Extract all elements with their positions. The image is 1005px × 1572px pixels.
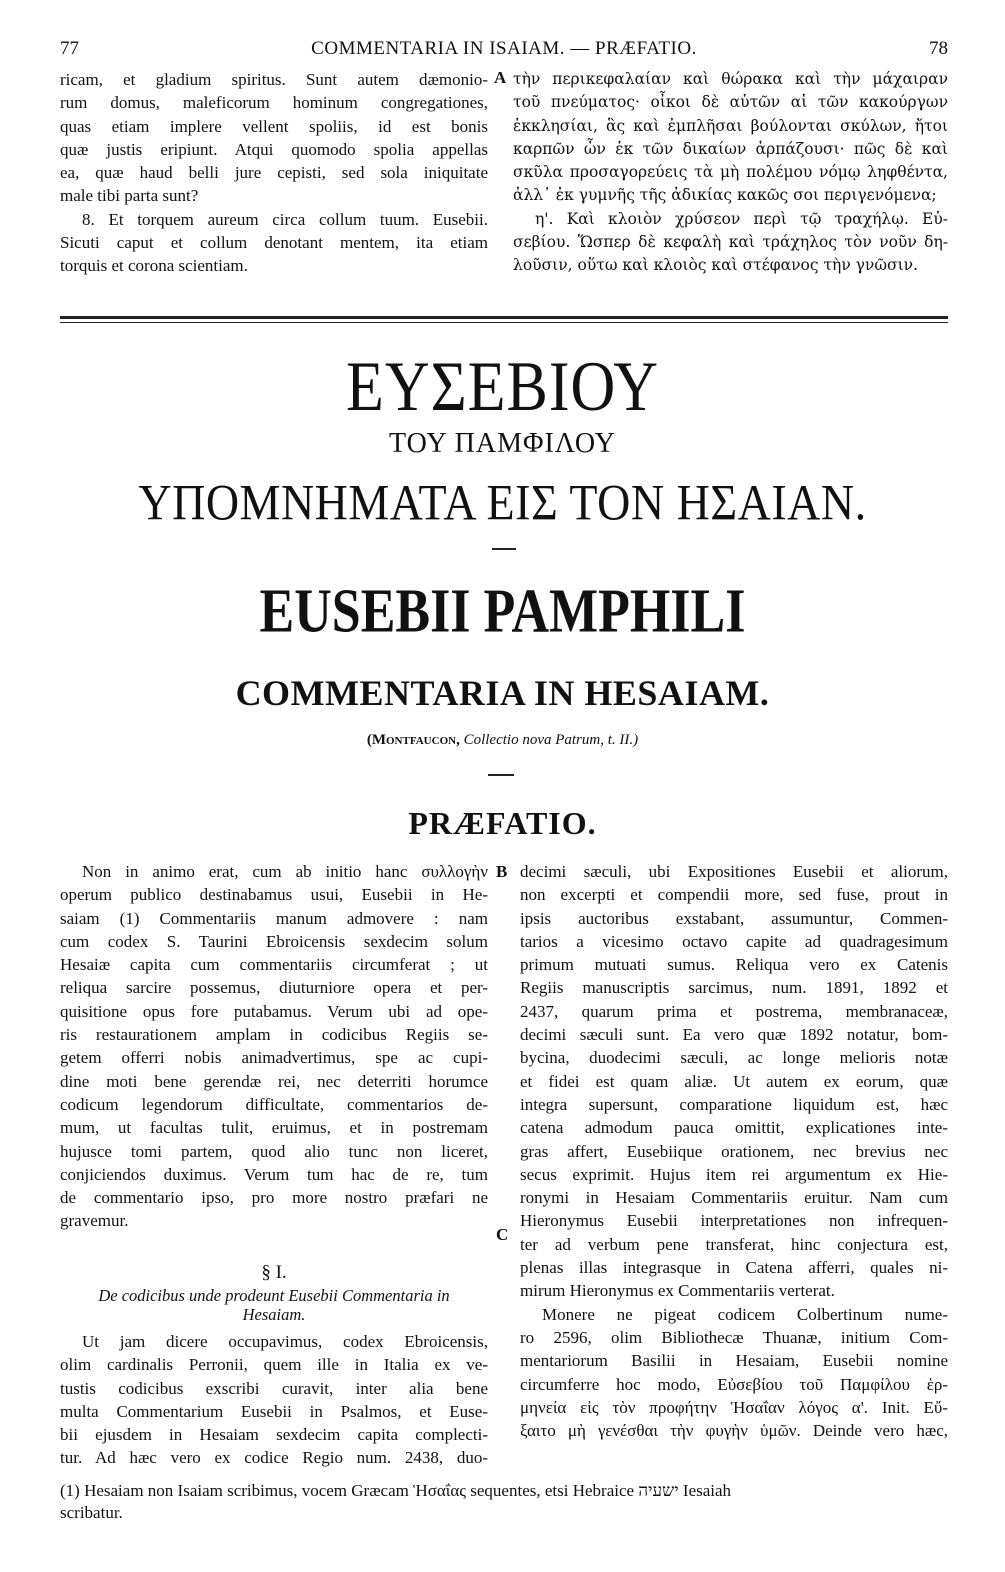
text-line: gravemur. <box>60 1211 129 1231</box>
text-line: ro 2596, olim Bibliothecæ Thuanæ, initium Com- <box>520 1327 948 1347</box>
text-line: τοῦ πνεύματος· οἶκοι δὲ αὐτῶν αἱ τῶν κακούργων <box>513 93 948 112</box>
text-line: Sicuti caput et collum denotant mentem, ita etiam <box>60 233 488 253</box>
text-line: plenas illas integrasque in Catena afferri, quales ni- <box>520 1258 948 1278</box>
text-line: σκῦλα προσαγορεύεις τὰ μὴ πολέμου νόμῳ ληφθέντα, <box>513 163 948 182</box>
text-line: ἀλλ᾽ ἐκ γυμνῆς τῆς ἀδικίας κακῶς σοι περιγενόμενα; <box>513 186 937 205</box>
footnote-line-2: scribatur. <box>60 1503 123 1522</box>
running-title: COMMENTARIA IN ISAIAM. — PRÆFATIO. <box>311 38 697 59</box>
page-number-right: 78 <box>929 38 948 59</box>
margin-marker-a: A <box>494 68 507 87</box>
text-line: olim cardinalis Perronii, quem ille in Italia ex ve- <box>60 1355 488 1375</box>
text-line: circumferre hoc modo, Εὐσεβίου τοῦ Παμφίλου ἑρ- <box>520 1374 948 1394</box>
title-dash-1 <box>492 548 516 550</box>
text-line: tur. Ad hæc vero ex codice Regio num. 2438, duo- <box>60 1448 488 1468</box>
text-line: ricam, et gladium spiritus. Sunt autem dæmonio- <box>60 70 488 89</box>
text-line: reliqua sarcire possemus, diuturniore opera et per- <box>60 978 488 998</box>
text-line: σεβίου. Ὥσπερ δὲ κεφαλὴ καὶ τράχηλος τὸν νοῦν δη- <box>513 233 948 252</box>
text-line: torquis et corona scientiam. <box>60 256 248 276</box>
text-line: η'. Καὶ κλοιὸν χρύσεον περὶ τῷ τραχήλῳ. Εὐ- <box>535 209 948 228</box>
section-mark: § I. <box>261 1262 287 1283</box>
text-line: tustis codicibus exscribi curavit, inter alia bene <box>60 1378 488 1398</box>
text-line: quisitione opus fore putabamus. Verum ubi ad ope- <box>60 1001 488 1021</box>
text-line: bii ejusdem in Hesaiam sexdecim capita complecti- <box>60 1425 488 1445</box>
text-line: Regiis manuscriptis sarcimus, num. 1891, 1892 et <box>520 978 948 998</box>
text-line: Hieronymus Eusebii interpretationes non infrequen- <box>520 1211 948 1231</box>
source-name: (Montfaucon, <box>366 732 460 748</box>
margin-marker-c: C <box>496 1225 509 1244</box>
top-left-column <box>60 68 488 278</box>
text-line: mum, ut facultas tulit, eruimus, et in postremam <box>60 1118 488 1138</box>
text-line: ea, quæ haud belli jure cepisti, sed sola iniquitate <box>60 163 488 183</box>
lower-right-column <box>520 860 948 1442</box>
text-line: quas etiam implere vellent spoliis, id est bonis <box>60 116 488 136</box>
title-dash-2 <box>488 774 514 776</box>
praefatio-heading: PRÆFATIO. <box>408 805 597 841</box>
text-line: integra supersunt, comparatione liquidum est, hæc <box>520 1094 948 1114</box>
latin-author-title: EUSEBII PAMPHILI <box>259 577 746 646</box>
text-line: multa Commentarium Eusebii in Psalmos, et Euse- <box>60 1401 488 1421</box>
text-line: cum codex S. Taurini Ebroicensis sexdecim solum <box>60 931 488 951</box>
text-line: operum publico destinabamus usui, Eusebii in He- <box>60 885 488 905</box>
text-line: λοῦσιν, οὕτω καὶ κλοιὸς καὶ στέφανος τὴν γνῶσιν. <box>513 256 918 275</box>
running-head <box>60 38 948 62</box>
text-line: Hesaiæ capita cum commentariis circumferat ; ut <box>60 955 488 975</box>
text-line: tarios a vicesimo octavo capite ad quadragesimum <box>520 931 948 951</box>
text-line: 8. Et torquem aureum circa collum tuum. Eusebii. <box>82 209 488 229</box>
text-line: mentariorum Basilii in Hesaiam, Eusebii nomine <box>520 1351 948 1371</box>
text-line: bycina, duodecimi sæculi, ac longe melioris notæ <box>520 1048 948 1068</box>
text-line: 2437, quarum prima et postrema, membranaceæ, <box>520 1001 948 1021</box>
section-heading-line-2: Hesaiam. <box>242 1305 306 1324</box>
footnote-line-1: (1) Hesaiam non Isaiam scribimus, vocem Græcam Ἡσαΐας sequentes, etsi Hebraice ישעיה Iesaiah <box>60 1481 732 1500</box>
source-rest: Collectio nova Patrum, t. II.) <box>463 732 639 748</box>
text-line: μηνεία εἰς τὸν προφήτην Ἡσαΐαν λόγος α'. Init. Εὔ- <box>520 1397 948 1417</box>
text-line: Ut jam dicere occupavimus, codex Ebroicensis, <box>82 1332 488 1351</box>
top-right-column <box>513 68 948 278</box>
text-line: ξαιτο μὴ γενέσθαι τὴν φυγὴν ὑμῶν. Deinde vero hæc, <box>520 1421 948 1441</box>
text-line: dine moti bene gerendæ rei, nec deterriti horumce <box>60 1071 488 1091</box>
text-line: Monere ne pigeat codicem Colbertinum nume- <box>542 1304 948 1324</box>
text-line: ronymi in Hesaiam Commentariis eruitur. Nam cum <box>520 1188 948 1208</box>
greek-subtitle: ΤΟΥ ΠΑΜΦΙΛΟΥ <box>389 428 616 459</box>
text-line: rum domus, maleficorum hominum congregationes, <box>60 93 488 113</box>
text-line: καρπῶν ὧν ἐκ τῶν δικαίων ἁρπάζουσι· πῶς δὲ καὶ <box>513 139 948 158</box>
source-citation <box>0 732 1005 749</box>
text-line: quæ justis eripiunt. Atqui quomodo spolia appellas <box>60 139 488 159</box>
text-line: codicum legendorum difficultate, commentarios de- <box>60 1094 488 1114</box>
text-line: ris restaurationem amplam in codicibus Regiis se- <box>60 1025 488 1045</box>
text-line: decimi sæculi, ubi Expositiones Eusebii et aliorum, <box>520 862 948 881</box>
footnote <box>60 1480 948 1524</box>
header-rule-thin <box>60 322 948 323</box>
lower-left-column-2 <box>60 1330 488 1470</box>
section-heading-line-1: De codicibus unde prodeunt Eusebii Commentaria in <box>98 1286 450 1305</box>
greek-work-title: ΥΠΟΜΝΗΜΑΤΑ ΕΙΣ ΤΟΝ ΗΣΑΙΑΝ. <box>138 474 867 531</box>
page-number-left: 77 <box>60 38 79 59</box>
text-line: et fidei est quam aliæ. Ut autem ex eorum, quæ <box>520 1071 948 1091</box>
text-line: decimi sæculi sunt. Ea vero quæ 1892 notatur, bom- <box>520 1025 948 1045</box>
text-line: τὴν περικεφαλαίαν καὶ θώρακα καὶ τὴν μάχαιραν <box>513 70 948 88</box>
latin-work-title: COMMENTARIA IN HESAIAM. <box>235 673 770 713</box>
section-heading <box>60 1286 488 1324</box>
text-line: getem offerri nobis animadvertimus, spe ac cupi- <box>60 1048 488 1068</box>
text-line: ter ad verbum pene transferat, hinc conjectura est, <box>520 1234 948 1254</box>
header-rule-thick <box>60 316 948 319</box>
text-line: mirum Hieronymus ex Commentariis verterat. <box>520 1281 835 1301</box>
text-line: ἐκκλησίαι, ἃς καὶ ἐμπλῆσαι βούλονται σκύλων, ἤτοι <box>513 116 948 135</box>
lower-left-column <box>60 860 488 1233</box>
greek-author-title: ΕΥΣΕΒΙΟΥ <box>345 347 660 427</box>
text-line: Non in animo erat, cum ab initio hanc συλλογὴν <box>82 862 488 881</box>
text-line: secus exprimit. Hujus item rei argumentum ex Hie- <box>520 1164 948 1184</box>
text-line: primum mutuati sumus. Reliqua vero ex Catenis <box>520 955 948 975</box>
text-line: catena admodum pauca omittit, explicationes inte- <box>520 1118 948 1138</box>
text-line: conjiciendos duximus. Verum tum hac de re, tum <box>60 1164 488 1184</box>
text-line: gras affert, Eusebiique orationem, nec brevius nec <box>520 1141 948 1161</box>
text-line: hujusce tomi partem, quod alio tunc non liceret, <box>60 1141 488 1161</box>
text-line: male tibi parta sunt? <box>60 186 199 206</box>
text-line: de commentario ipso, pro more nostro præfari ne <box>60 1188 488 1208</box>
text-line: saiam (1) Commentariis manum admovere : nam <box>60 908 488 928</box>
text-line: non excerpti et compendii more, sed fuse, prout in <box>520 885 948 905</box>
text-line: ipsis auctoribus exstabant, assumuntur, Commen- <box>520 908 948 928</box>
margin-marker-b: B <box>496 862 508 881</box>
